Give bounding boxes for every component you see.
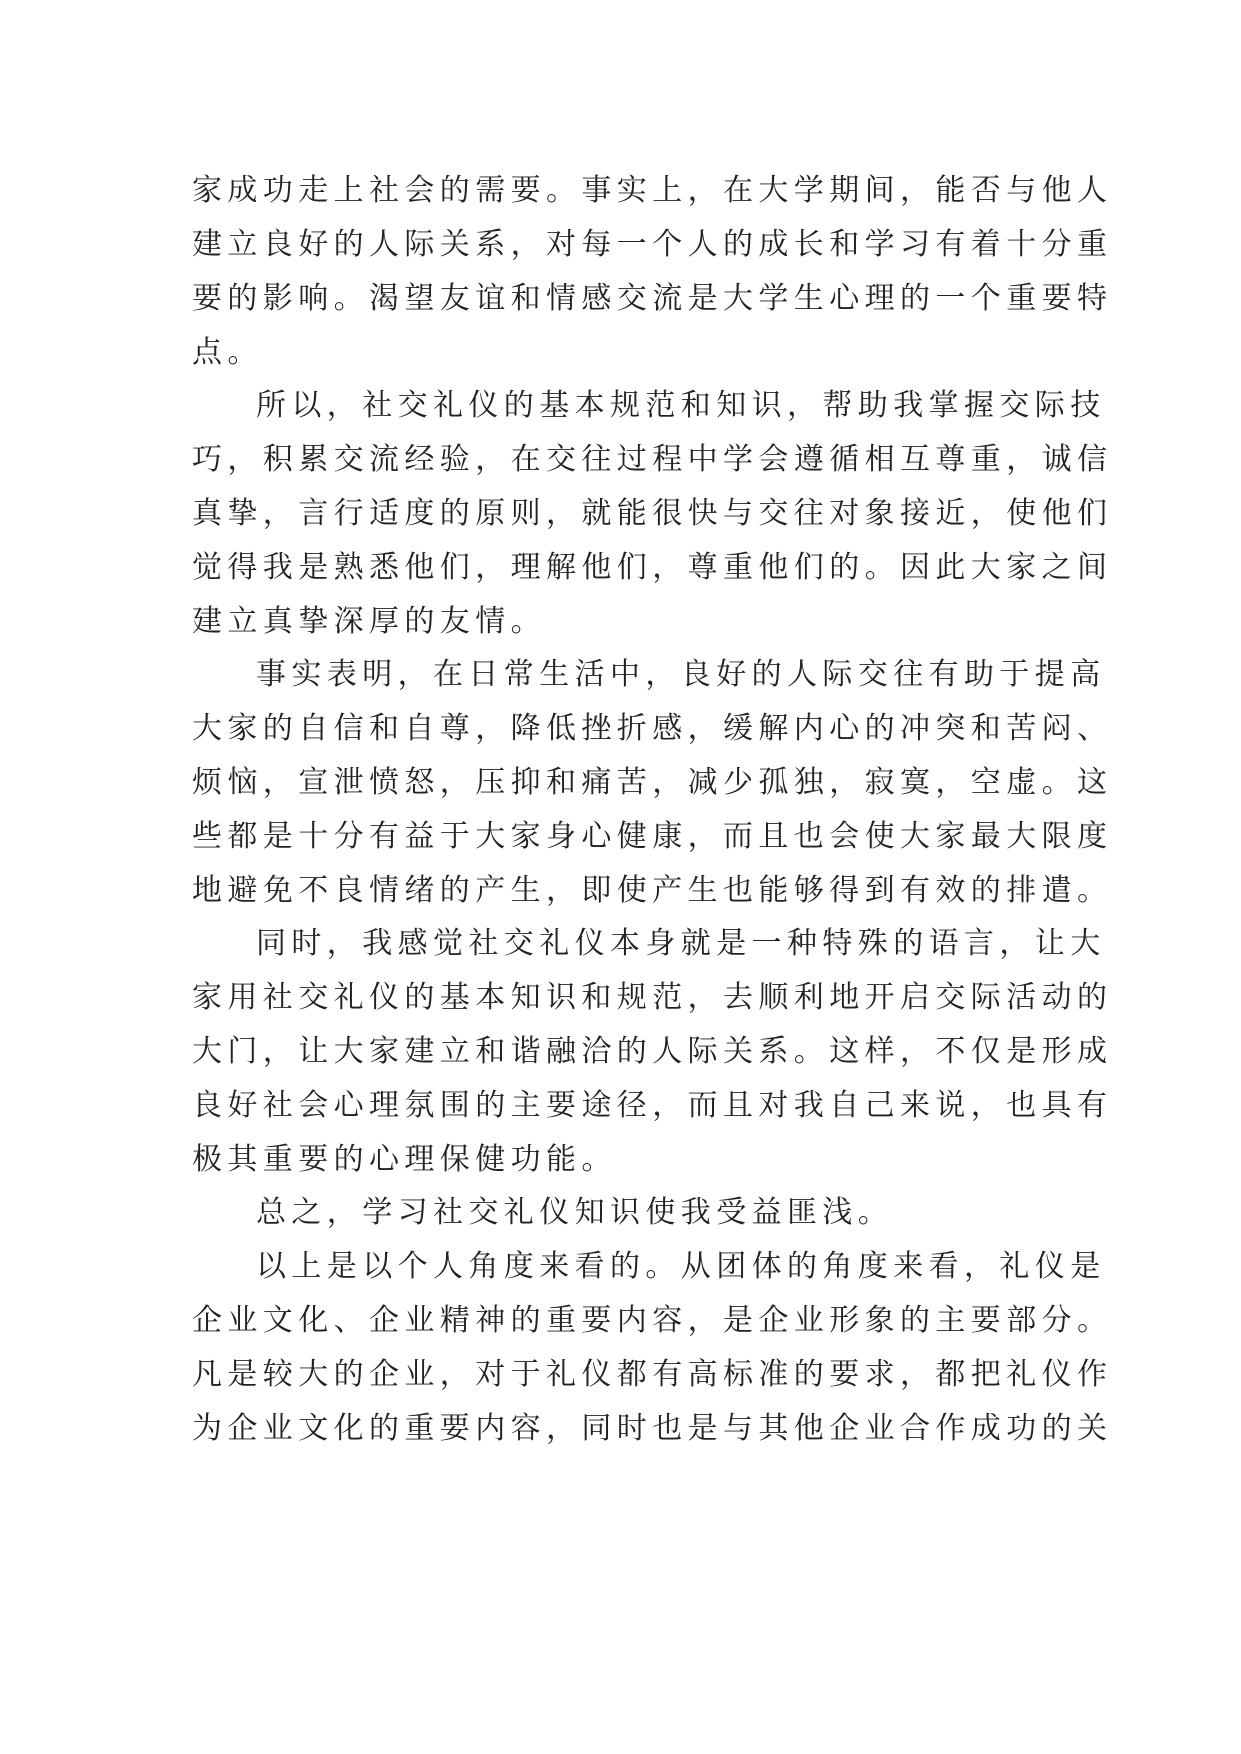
paragraph-first-line: 同时，我感觉社交礼仪本身就是一种特殊的语言，让大 bbox=[256, 926, 1106, 961]
text-line: 点。 bbox=[192, 335, 263, 370]
paragraph-first-line: 以上是以个人角度来看的。从团体的角度来看，礼仪是 bbox=[256, 1249, 1106, 1284]
text-line: 巧，积累交流经验，在交往过程中学会遵循相互尊重，诚信 bbox=[192, 442, 1113, 477]
text-line: 些都是十分有益于大家身心健康，而且也会使大家最大限度 bbox=[192, 819, 1113, 854]
text-line: 真挚，言行适度的原则，就能很快与交往对象接近，使他们 bbox=[192, 496, 1113, 531]
text-line: 企业文化、企业精神的重要内容，是企业形象的主要部分。 bbox=[192, 1303, 1113, 1338]
text-line: 烦恼，宣泄愤怒，压抑和痛苦，减少孤独，寂寞，空虚。这 bbox=[192, 765, 1113, 800]
text-line: 家用社交礼仪的基本知识和规范，去顺利地开启交际活动的 bbox=[192, 980, 1113, 1015]
text-line: 觉得我是熟悉他们，理解他们，尊重他们的。因此大家之间 bbox=[192, 550, 1113, 585]
paragraph-first-line: 所以，社交礼仪的基本规范和知识，帮助我掌握交际技 bbox=[256, 388, 1106, 423]
text-line: 大家的自信和自尊，降低挫折感，缓解内心的冲突和苦闷、 bbox=[192, 711, 1113, 746]
text-line: 家成功走上社会的需要。事实上，在大学期间，能否与他人 bbox=[192, 173, 1113, 208]
text-line: 凡是较大的企业，对于礼仪都有高标准的要求，都把礼仪作 bbox=[192, 1357, 1113, 1392]
text-line: 建立真挚深厚的友情。 bbox=[192, 604, 546, 639]
text-line: 建立良好的人际关系，对每一个人的成长和学习有着十分重 bbox=[192, 227, 1113, 262]
text-line: 为企业文化的重要内容，同时也是与其他企业合作成功的关 bbox=[192, 1411, 1113, 1446]
text-line: 良好社会心理氛围的主要途径，而且对我自己来说，也具有 bbox=[192, 1088, 1113, 1123]
text-line: 地避免不良情绪的产生，即使产生也能够得到有效的排遣。 bbox=[192, 873, 1113, 908]
paragraph-first-line: 事实表明，在日常生活中，良好的人际交往有助于提高 bbox=[256, 657, 1106, 692]
text-line: 要的影响。渴望友谊和情感交流是大学生心理的一个重要特 bbox=[192, 281, 1113, 316]
text-line: 大门，让大家建立和谐融洽的人际关系。这样，不仅是形成 bbox=[192, 1034, 1113, 1069]
paragraph-first-line: 总之，学习社交礼仪知识使我受益匪浅。 bbox=[256, 1195, 894, 1230]
text-line: 极其重要的心理保健功能。 bbox=[192, 1142, 617, 1177]
